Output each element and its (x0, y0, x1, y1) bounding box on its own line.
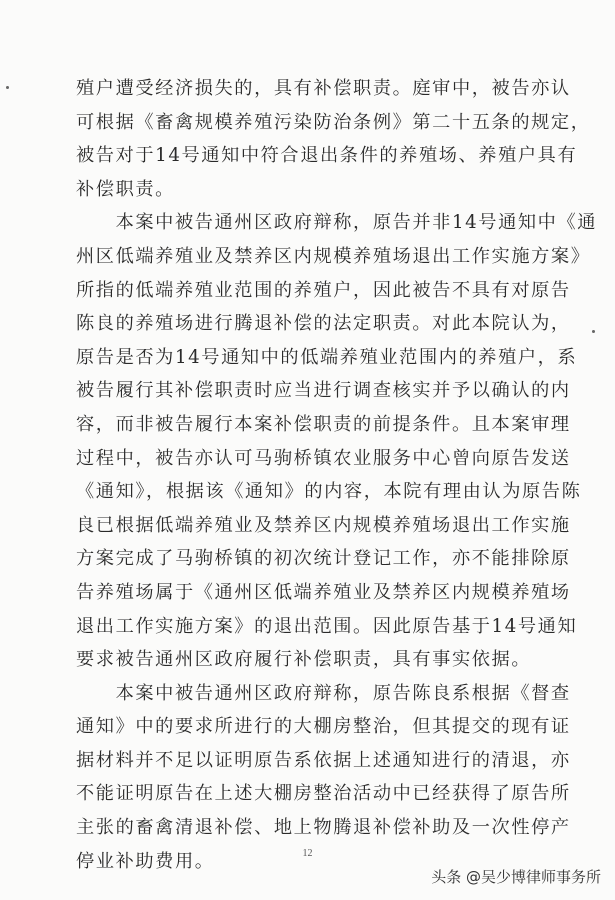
scan-speck (592, 330, 595, 333)
watermark (431, 866, 601, 887)
text-line: 要求被告通州区政府履行补偿职责，具有事实依据。 (76, 649, 532, 671)
text-line: 容，而非被告履行本案补偿职责的前提条件。且本案审理 (76, 413, 571, 435)
text-line: 不能证明原告在上述大棚房整治活动中已经获得了原告所 (76, 783, 571, 805)
page-number: 12 (302, 848, 313, 859)
text-line: 本案中被告通州区政府辩称，原告并非14号通知中《通 (76, 212, 598, 234)
text-line: 被告对于14号通知中符合退出条件的养殖场、养殖户具有 (76, 145, 578, 167)
text-line: 《通知》，根据该《通知》的内容，本院有理由认为原告陈 (76, 481, 582, 503)
text-line: 主张的畜禽清退补偿、地上物腾退补偿补助及一次性停产 (76, 817, 571, 839)
watermark-text: 头条 @吴少博律师事务所 (431, 868, 601, 886)
text-line: 本案中被告通州区政府辩称，原告陈良系根据《督查 (76, 682, 571, 704)
text-line: 原告是否为14号通知中的低端养殖业范围内的养殖户，系 (76, 346, 578, 368)
text-line: 通知》中的要求所进行的大棚房整治，但其提交的现有证 (76, 716, 571, 738)
text-line: 被告履行其补偿职责时应当进行调查核实并予以确认的内 (76, 380, 571, 402)
text-line: 殖户遭受经济损失的，具有补偿职责。庭审中，被告亦认 (76, 78, 571, 99)
text-line: 停业补助费用。 (76, 850, 215, 872)
text-line: 州区低端养殖业及禁养区内规模养殖场退出工作实施方案》 (76, 245, 591, 267)
text-line: 据材料并不足以证明原告系依据上述通知进行的清退，亦 (76, 749, 571, 771)
text-line: 可根据《畜禽规模养殖污染防治条例》第二十五条的规定， (76, 111, 591, 133)
text-line: 陈良的养殖场进行腾退补偿的法定职责。对此本院认为， (76, 313, 571, 335)
text-line: 方案完成了马驹桥镇的初次统计登记工作，亦不能排除原 (76, 548, 571, 570)
text-line: 补偿职责。 (76, 178, 175, 200)
text-line: 良已根据低端养殖业及禁养区内规模养殖场退出工作实施 (76, 514, 571, 536)
scan-speck (6, 86, 9, 89)
text-line: 过程中，被告亦认可马驹桥镇农业服务中心曾向原告发送 (76, 447, 571, 469)
text-line: 退出工作实施方案》的退出范围。因此原告基于14号通知 (76, 615, 578, 637)
text-line: 告养殖场属于《通州区低端养殖业及禁养区内规模养殖场 (76, 581, 571, 603)
text-line: 所指的低端养殖业范围的养殖户，因此被告不具有对原告 (76, 279, 571, 301)
